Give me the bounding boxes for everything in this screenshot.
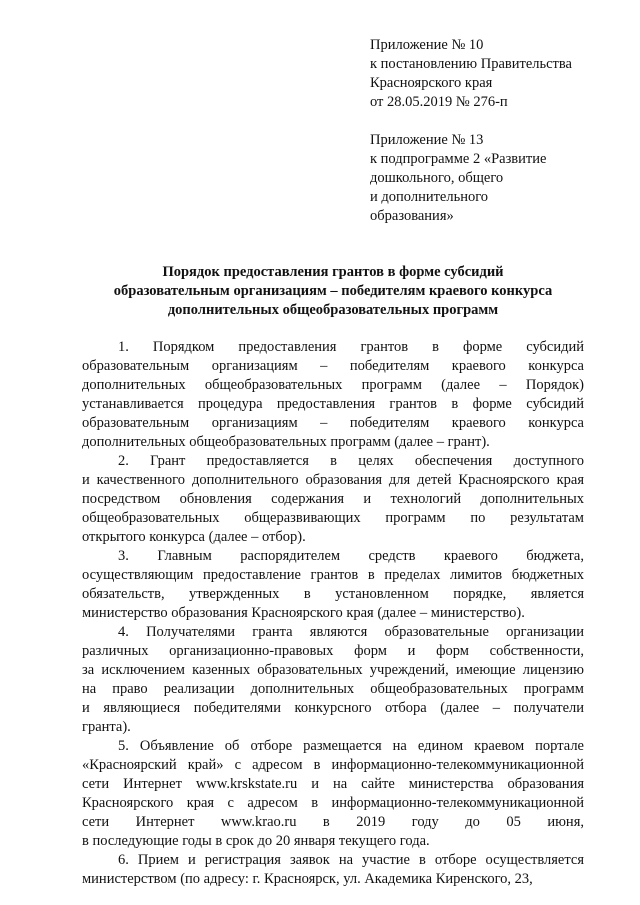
annex-spacer	[370, 112, 572, 131]
title-line: образовательным организациям – победителям краевого конкурса	[113, 283, 553, 299]
paragraph-line: 6. Прием и регистрация заявок на участие в отборе осуществляется	[118, 852, 584, 868]
title-line: Порядок предоставления грантов в форме субсидий	[162, 264, 504, 280]
paragraph-line: посредством обновления содержания и технологий дополнительных	[82, 491, 584, 507]
paragraph-line: 4. Получателями гранта являются образовательные организации	[118, 624, 584, 640]
paragraph	[82, 851, 584, 889]
title-line: дополнительных общеобразовательных программ	[167, 302, 499, 318]
paragraph-line: устанавливается процедура предоставления грантов в форме субсидий	[82, 396, 584, 412]
paragraph-line: 3. Главным распорядителем средств краевого бюджета,	[118, 548, 584, 564]
paragraph-line: открытого конкурса (далее – отбор).	[82, 529, 306, 545]
annex-line: Приложение № 13	[370, 132, 484, 148]
paragraph	[82, 338, 584, 452]
annex-line: к подпрограмме 2 «Развитие	[370, 151, 547, 167]
paragraph-line: и качественного дополнительного образования для детей Красноярского края	[82, 472, 584, 488]
paragraph-line: гранта).	[82, 719, 131, 735]
paragraph	[82, 547, 584, 623]
annex-line: образования»	[370, 208, 454, 224]
paragraph-line: 1. Порядком предоставления грантов в форме субсидий	[118, 339, 584, 355]
paragraph-line: министерством (по адресу: г. Красноярск, ул. Академика Киренского, 23,	[82, 871, 533, 887]
paragraph-line: министерство образования Красноярского края (далее – министерство).	[82, 605, 525, 621]
paragraph-line: за исключением казенных образовательных учреждений, имеющие лицензию	[82, 662, 584, 678]
annex-header	[370, 36, 572, 226]
paragraph-line: образовательным организациям – победителям краевого конкурса	[82, 415, 584, 431]
annex-line: дошкольного, общего	[370, 170, 504, 186]
document-title	[82, 263, 584, 320]
paragraph-line: на право реализации дополнительных общеобразовательных программ	[82, 681, 584, 697]
paragraph-line: дополнительных общеобразовательных программ (далее – Порядок)	[82, 377, 584, 393]
paragraph-line: общеобразовательных общеразвивающих программ по результатам	[82, 510, 584, 526]
paragraph-line: «Красноярский край» с адресом в информационно-телекоммуникационной	[82, 757, 584, 773]
annex-line: от 28.05.2019 № 276-п	[370, 94, 508, 110]
paragraph-line: Красноярского края с адресом в информационно-телекоммуникационной	[82, 795, 584, 811]
paragraph-line: различных организационно-правовых форм и форм собственности,	[82, 643, 584, 659]
paragraph-line: осуществляющим предоставление грантов в пределах лимитов бюджетных	[82, 567, 584, 583]
paragraph-line: обязательств, утвержденных в установленном порядке, является	[82, 586, 584, 602]
paragraph-line: 2. Грант предоставляется в целях обеспечения доступного	[118, 453, 584, 469]
annex-line: Красноярского края	[370, 75, 493, 91]
paragraph-line: 5. Объявление об отборе размещается на едином краевом портале	[118, 738, 584, 754]
paragraph	[82, 623, 584, 737]
annex-line: к постановлению Правительства	[370, 56, 572, 72]
annex-line: Приложение № 10	[370, 37, 484, 53]
paragraph-line: сети Интернет www.krskstate.ru и на сайте министерства образования	[82, 776, 584, 792]
paragraph-line: в последующие годы в срок до 20 января текущего года.	[82, 833, 430, 849]
document-body	[82, 338, 584, 889]
paragraph-line: и являющиеся победителями конкурсного отбора (далее – получатели	[82, 700, 584, 716]
paragraph-line: образовательным организациям – победителям краевого конкурса	[82, 358, 584, 374]
annex-line: и дополнительного	[370, 189, 489, 205]
paragraph-line: дополнительных общеобразовательных программ (далее – грант).	[82, 434, 490, 450]
paragraph	[82, 452, 584, 547]
paragraph-line: сети Интернет www.krao.ru в 2019 году до 05 июня,	[82, 814, 584, 830]
paragraph	[82, 737, 584, 851]
